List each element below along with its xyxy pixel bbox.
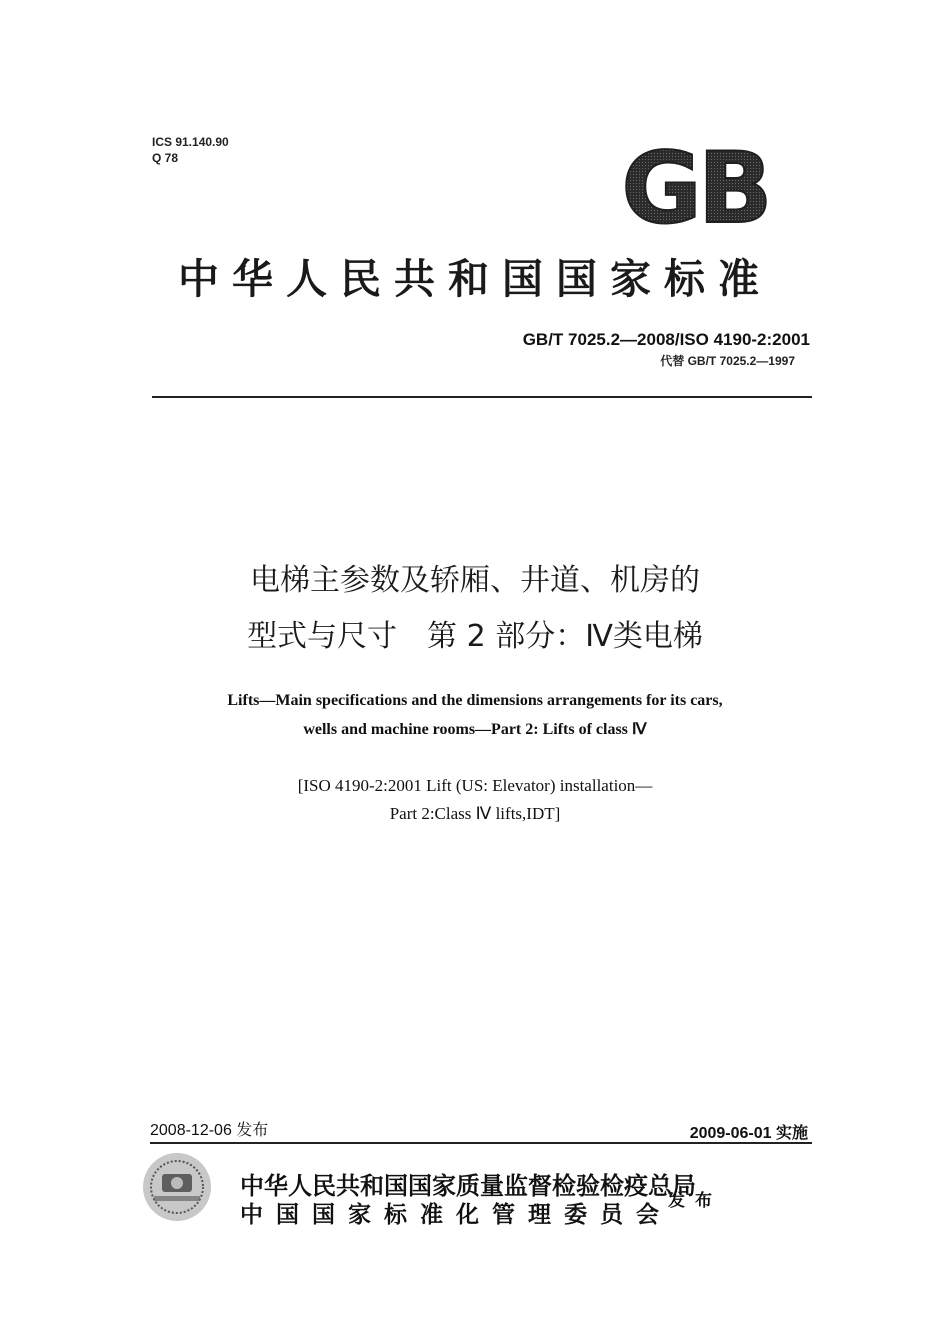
chinese-title-line1: 电梯主参数及轿厢、井道、机房的 [250,563,700,598]
national-standard-heading: 中华人民共和国国家标准 [178,255,772,303]
issuer-line1: 中华人民共和国国家质量监督检验检疫总局 [240,1172,696,1200]
gb-logo [605,140,785,230]
ccs-code: Q 78 [152,151,179,165]
chinese-title-line2: 型式与尺寸 第 2 部分：Ⅳ类电梯 [247,619,703,654]
classification-codes [152,134,229,166]
issue-date: 2008-12-06 发布 [150,1122,269,1139]
standard-number: GB/T 7025.2—2008/ISO 4190-2:2001 [522,330,810,349]
footer-divider [150,1142,812,1144]
english-title-line1: Lifts—Main specifications and the dimensions arrangements for its cars, [227,692,723,709]
header-divider [152,396,812,398]
implementation-date: 2009-06-01 实施 [689,1125,808,1142]
english-title-line2: wells and machine rooms—Part 2: Lifts of class Ⅳ [303,721,647,738]
iso-reference-line2: Part 2:Class Ⅳ lifts,IDT] [389,804,561,823]
issuer-line2: 中国国家标准化管理委员会 [240,1201,672,1228]
official-seal-icon [140,1150,214,1224]
gb-logo-text: GB [621,140,769,230]
ics-code: ICS 91.140.90 [152,135,229,149]
replaces-standard: 代替 GB/T 7025.2—1997 [660,354,795,368]
iso-reference-line1: [ISO 4190-2:2001 Lift (US: Elevator) installation— [297,776,653,795]
publish-label: 发布 [668,1191,722,1211]
